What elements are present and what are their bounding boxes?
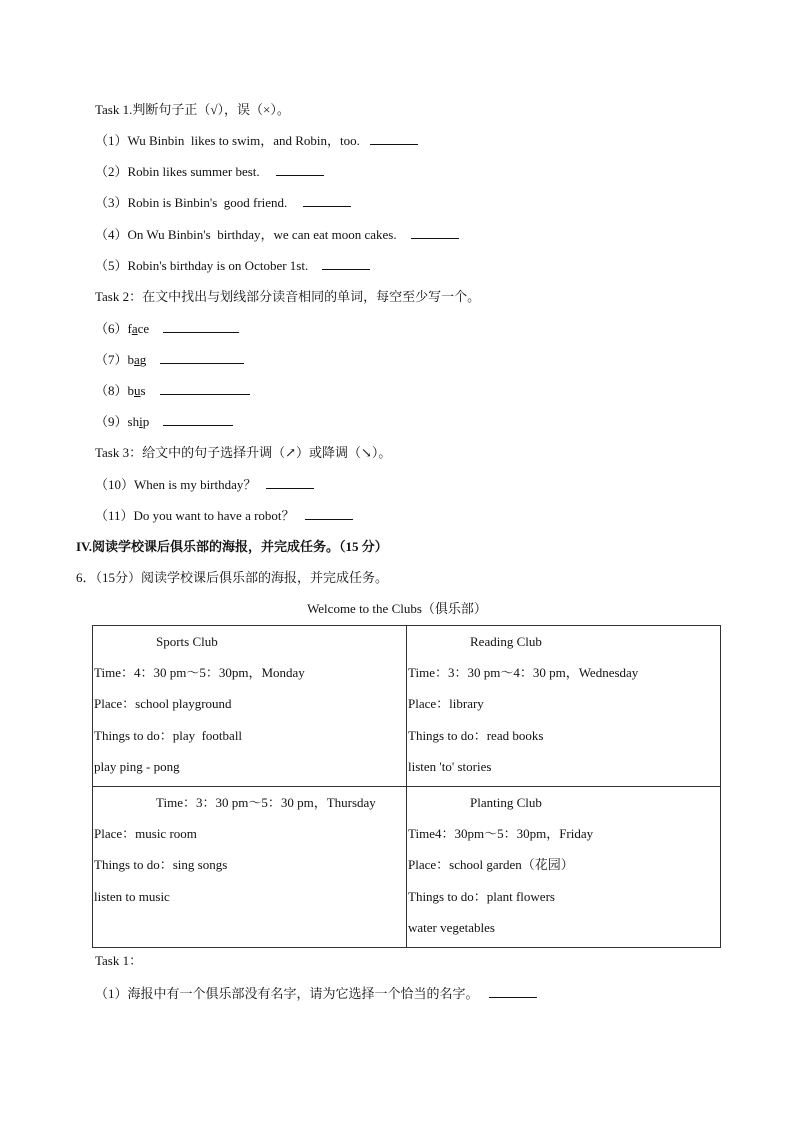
- club-things: Things to do：read books: [408, 727, 544, 743]
- club-place: Place：library: [408, 696, 484, 712]
- club-time: Time4：30pm～5：30pm，Friday: [408, 826, 594, 842]
- club-place: Place：music room: [94, 826, 197, 842]
- answer-blank[interactable]: [370, 132, 418, 145]
- task2-item-7: （7）bag: [95, 351, 244, 369]
- task2-heading: Task 2：在文中找出与划线部分读音相同的单词，每空至少写一个。: [95, 289, 481, 304]
- task2-item-6: （6）face: [95, 320, 239, 338]
- poster-title: Welcome to the Clubs（俱乐部）: [307, 601, 487, 616]
- task1-item-4: （4）On Wu Binbin's birthday，we can eat moon cakes.: [95, 226, 459, 244]
- club-name: Sports Club: [156, 634, 218, 649]
- club-extra: water vegetables: [408, 919, 495, 935]
- answer-blank[interactable]: [322, 257, 370, 270]
- club-place: Place：school playground: [94, 696, 232, 712]
- task1-heading: Task 1.判断句子正（√），误（×）。: [95, 102, 290, 117]
- question-6: 6．（15分）阅读学校课后俱乐部的海报，并完成任务。: [76, 570, 389, 585]
- task3-item-11: （11）Do you want to have a robot？: [95, 507, 353, 525]
- answer-blank[interactable]: [163, 320, 239, 333]
- planting-club-cell: [407, 787, 721, 948]
- club-time: Time：4：30 pm～5：30pm，Monday: [94, 665, 305, 681]
- reading-club-cell: [407, 626, 721, 787]
- club-time: Time：3：30 pm～4：30 pm，Wednesday: [408, 665, 639, 681]
- club-name: Reading Club: [470, 634, 542, 649]
- task1b-item-1: （1）海报中有一个俱乐部没有名字，请为它选择一个恰当的名字。: [95, 985, 537, 1003]
- club-things: Things to do：play football: [94, 727, 243, 743]
- unnamed-club-cell: [93, 787, 407, 948]
- club-things: Things to do：sing songs: [94, 857, 228, 873]
- answer-blank[interactable]: [160, 382, 250, 395]
- club-extra: listen 'to' stories: [408, 758, 492, 774]
- answer-blank[interactable]: [276, 163, 324, 176]
- task3-item-10: （10）When is my birthday？: [95, 476, 314, 494]
- answer-blank[interactable]: [303, 194, 351, 207]
- sports-club-cell: [93, 626, 407, 787]
- club-time: Time：3：30 pm～5：30 pm，Thursday: [156, 795, 376, 810]
- task1b-heading: Task 1：: [95, 953, 143, 968]
- answer-blank[interactable]: [266, 476, 314, 489]
- club-poster-table: [92, 625, 721, 948]
- task1-item-1: （1）Wu Binbin likes to swim，and Robin，too.: [95, 132, 418, 150]
- task1-item-3: （3）Robin is Binbin's good friend.: [95, 194, 351, 212]
- answer-blank[interactable]: [163, 413, 233, 426]
- section-heading: IV.阅读学校课后俱乐部的海报，并完成任务。（15 分）: [76, 539, 388, 554]
- answer-blank[interactable]: [160, 351, 244, 364]
- club-things: Things to do：plant flowers: [408, 888, 555, 904]
- answer-blank[interactable]: [411, 226, 459, 239]
- task1-item-5: （5）Robin's birthday is on October 1st.: [95, 257, 370, 275]
- club-extra: listen to music: [94, 888, 170, 904]
- answer-blank[interactable]: [489, 985, 537, 998]
- club-extra: play ping - pong: [94, 758, 180, 774]
- answer-blank[interactable]: [305, 507, 353, 520]
- club-place: Place：school garden（花园）: [408, 857, 574, 873]
- task1-item-2: （2）Robin likes summer best.: [95, 163, 324, 181]
- club-name: Planting Club: [470, 795, 542, 810]
- task2-item-8: （8）bus: [95, 382, 250, 400]
- task3-heading: Task 3：给文中的句子选择升调（↗）或降调（↘）。: [95, 445, 392, 460]
- task2-item-9: （9）ship: [95, 413, 233, 431]
